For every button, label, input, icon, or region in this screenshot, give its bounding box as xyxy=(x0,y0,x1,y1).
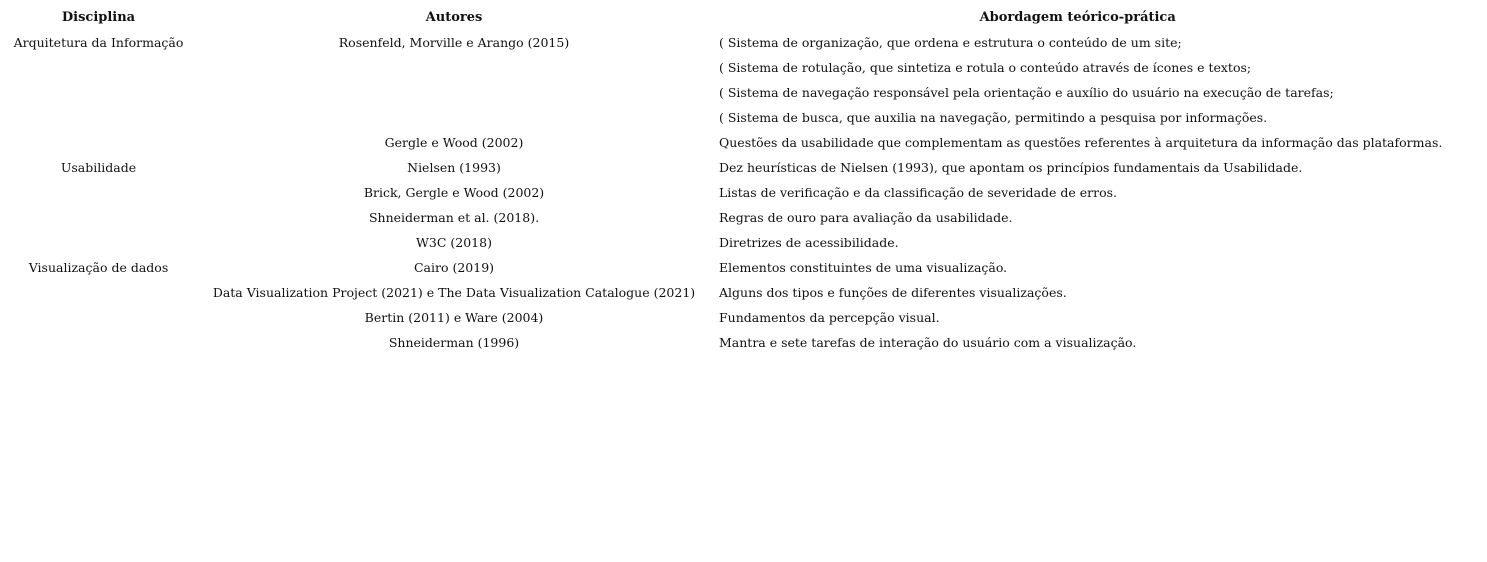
cell-approach: Alguns dos tipos e funções de diferentes visualizações. xyxy=(719,285,1067,300)
cell-approach: Mantra e sete tarefas de interação do usuário com a visualização. xyxy=(719,335,1137,350)
cell-discipline: Visualização de dados xyxy=(28,260,169,275)
table-header-row xyxy=(0,5,1444,30)
cell-authors: Gergle e Wood (2002) xyxy=(384,135,524,150)
cell-discipline xyxy=(0,330,197,355)
table-row xyxy=(0,30,1444,55)
cell-authors: Bertin (2011) e Ware (2004) xyxy=(364,310,544,325)
table-row xyxy=(0,230,1444,255)
cell-discipline xyxy=(0,280,197,305)
cell-discipline xyxy=(0,305,197,330)
cell-approach: Elementos constituintes de uma visualização. xyxy=(719,260,1008,275)
cell-approach: Dez heurísticas de Nielsen (1993), que apontam os princípios fundamentais da Usabilidade. xyxy=(719,160,1303,175)
cell-discipline xyxy=(0,105,197,130)
header-discipline: Disciplina xyxy=(61,10,136,25)
cell-discipline xyxy=(0,130,197,155)
header-authors: Autores xyxy=(425,10,483,25)
cell-authors: Nielsen (1993) xyxy=(407,160,501,175)
table-row xyxy=(0,180,1444,205)
cell-approach: Diretrizes de acessibilidade. xyxy=(719,235,899,250)
table-row xyxy=(0,330,1444,355)
cell-approach: Listas de verificação e da classificação de severidade de erros. xyxy=(719,185,1118,200)
table-body xyxy=(0,30,1444,355)
table-row xyxy=(0,105,1444,130)
cell-approach: ( Sistema de organização, que ordena e estrutura o conteúdo de um site; xyxy=(719,35,1182,50)
table-row xyxy=(0,305,1444,330)
cell-approach: ( Sistema de rotulação, que sintetiza e rotula o conteúdo através de ícones e textos; xyxy=(719,60,1252,75)
cell-discipline xyxy=(0,80,197,105)
table-row xyxy=(0,280,1444,305)
cell-discipline xyxy=(0,205,197,230)
cell-approach: ( Sistema de navegação responsável pela orientação e auxílio do usuário na execução de tarefas; xyxy=(719,85,1334,100)
table-row xyxy=(0,130,1444,155)
cell-approach: ( Sistema de busca, que auxilia na navegação, permitindo a pesquisa por informações. xyxy=(719,110,1268,125)
cell-authors: Cairo (2019) xyxy=(413,260,495,275)
cell-authors: Shneiderman et al. (2018). xyxy=(368,210,540,225)
table-row xyxy=(0,155,1444,180)
cell-authors xyxy=(197,80,711,105)
cell-approach: Fundamentos da percepção visual. xyxy=(719,310,940,325)
cell-authors: Shneiderman (1996) xyxy=(388,335,520,350)
cell-authors: Brick, Gergle e Wood (2002) xyxy=(363,185,545,200)
references-table xyxy=(0,5,1444,355)
header-approach: Abordagem teórico-prática xyxy=(979,10,1176,25)
cell-discipline: Usabilidade xyxy=(60,160,137,175)
cell-approach: Regras de ouro para avaliação da usabilidade. xyxy=(719,210,1013,225)
cell-authors xyxy=(197,105,711,130)
cell-authors: Data Visualization Project (2021) e The Data Visualization Catalogue (2021) xyxy=(212,285,696,300)
cell-discipline xyxy=(0,180,197,205)
cell-discipline: Arquitetura da Informação xyxy=(13,35,184,50)
table-row xyxy=(0,55,1444,80)
cell-discipline xyxy=(0,230,197,255)
cell-approach: Questões da usabilidade que complementam as questões referentes à arquitetura da informação das plataformas. xyxy=(719,135,1443,150)
cell-discipline xyxy=(0,55,197,80)
cell-authors: W3C (2018) xyxy=(416,235,492,250)
cell-authors: Rosenfeld, Morville e Arango (2015) xyxy=(338,35,570,50)
table-row xyxy=(0,205,1444,230)
table-row xyxy=(0,80,1444,105)
table-row xyxy=(0,255,1444,280)
cell-authors xyxy=(197,55,711,80)
